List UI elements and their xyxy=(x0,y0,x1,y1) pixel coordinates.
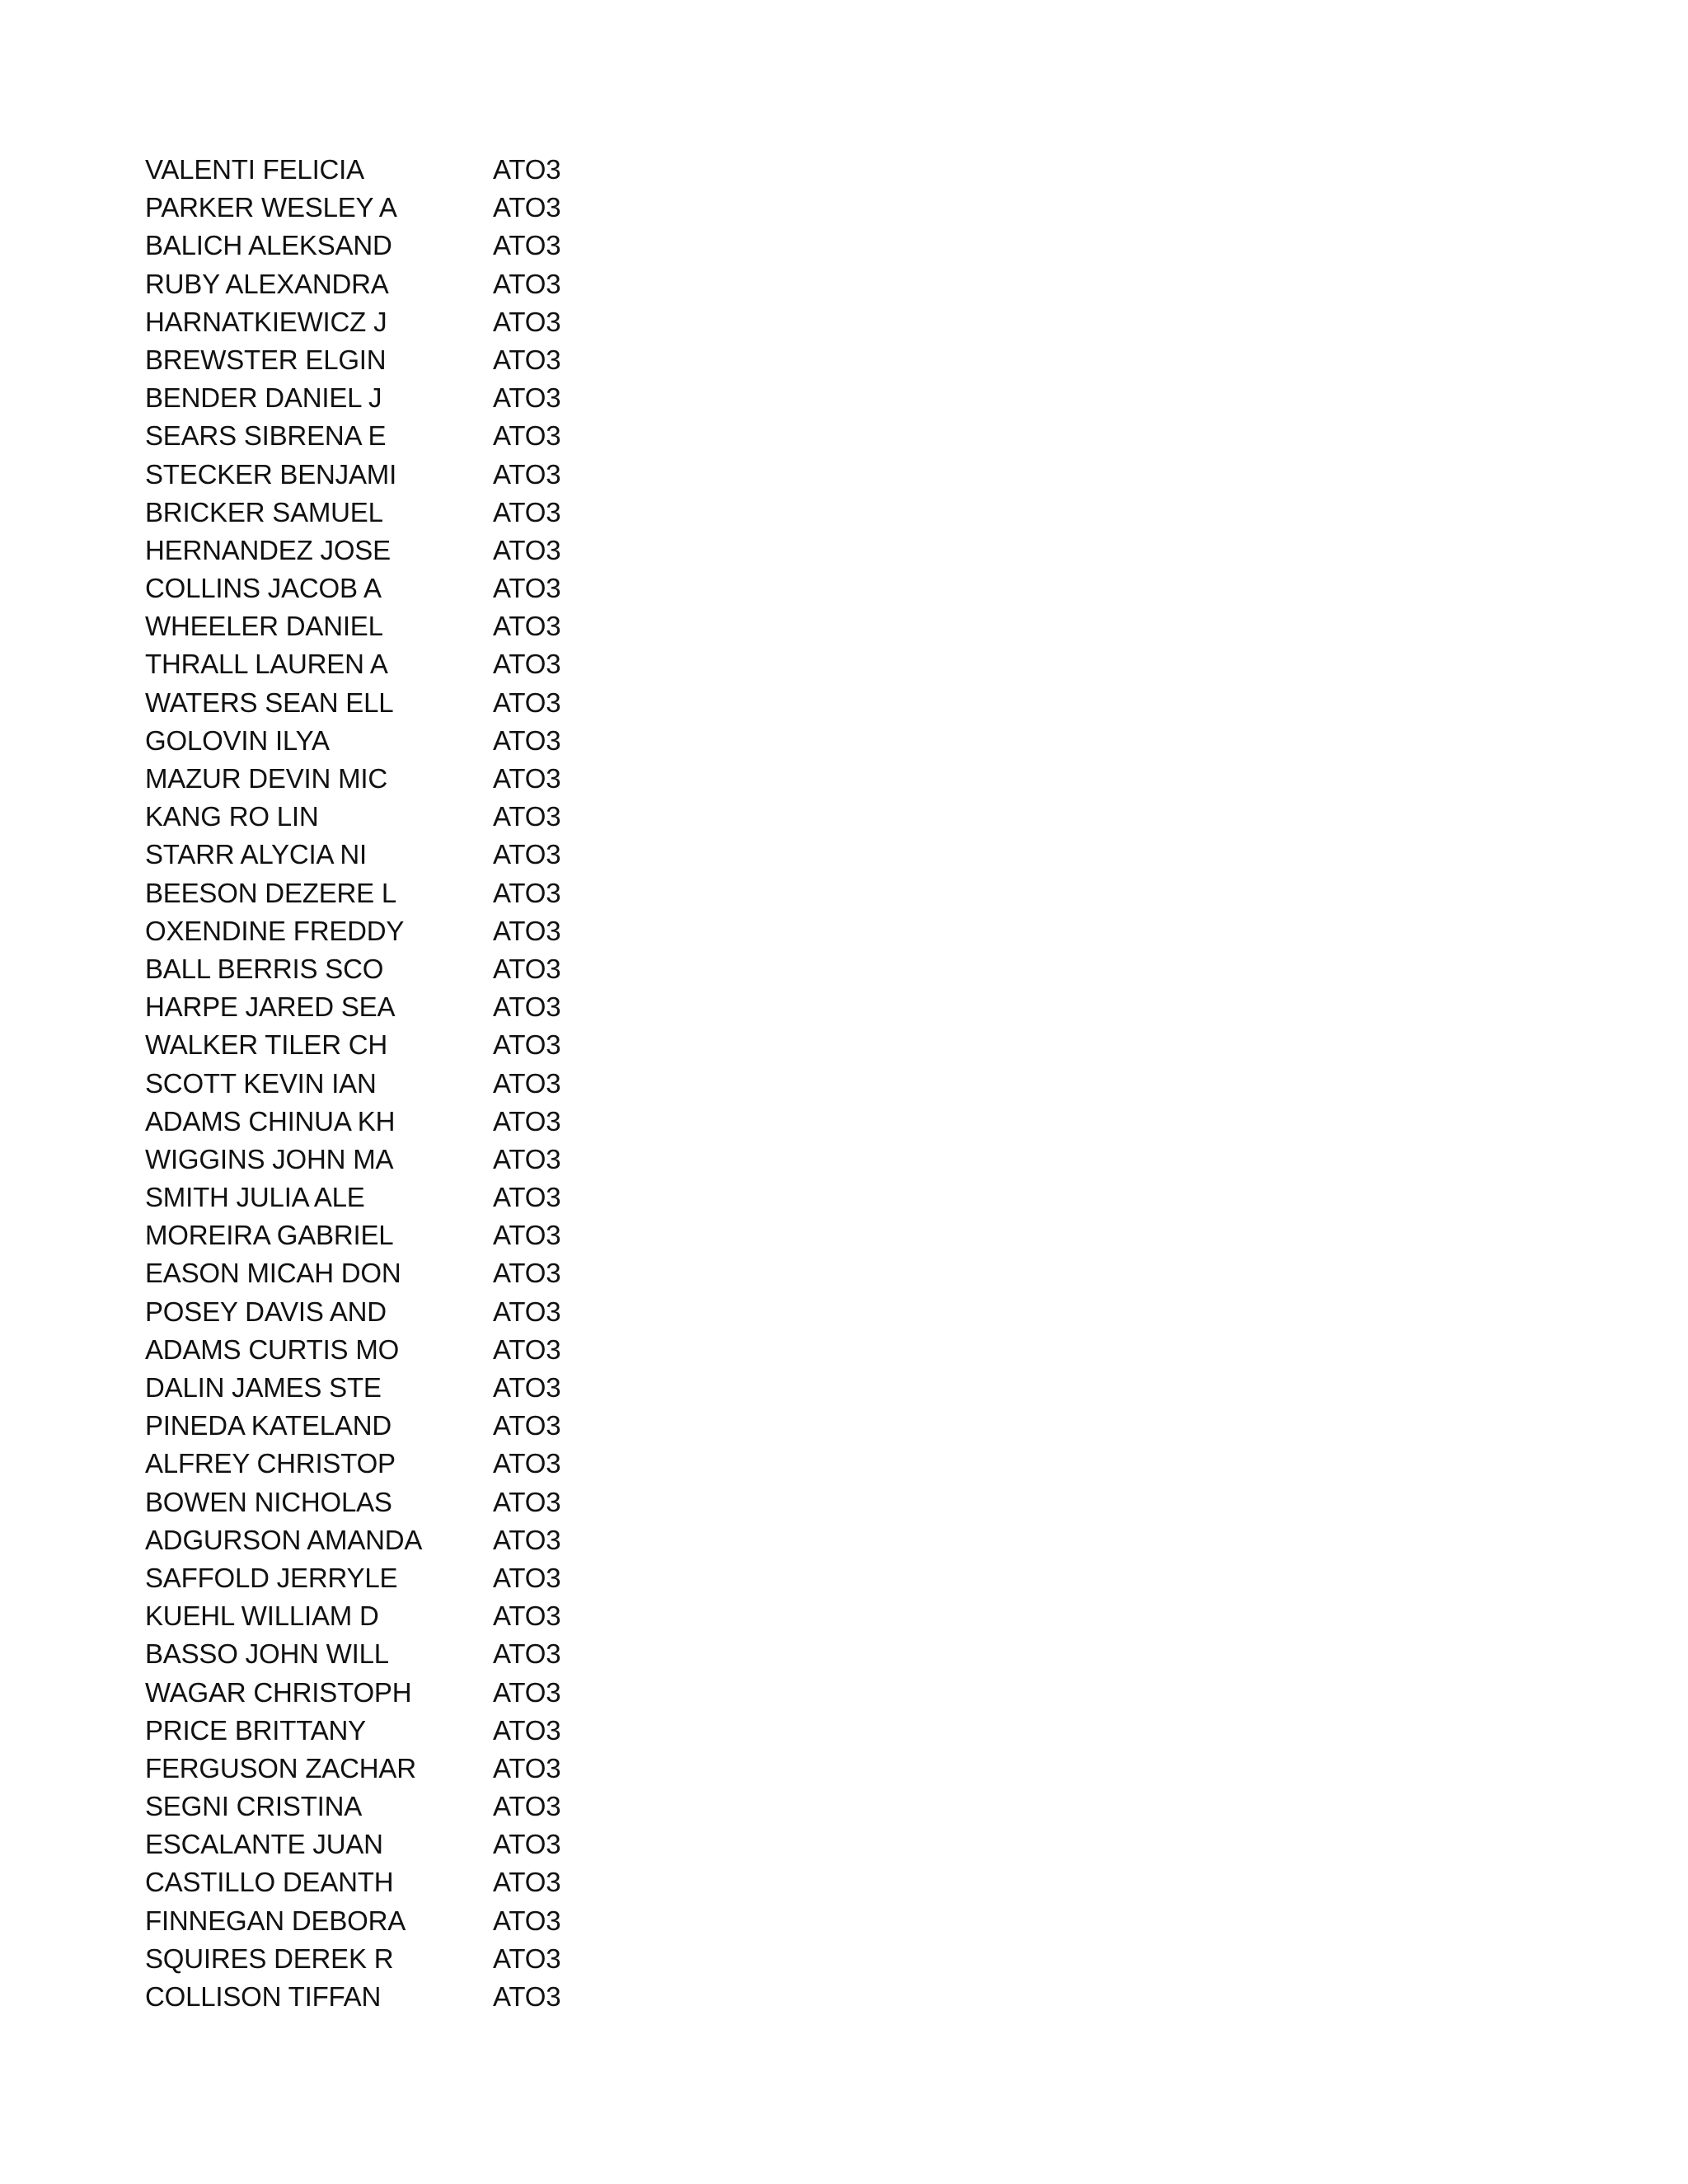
roster-row xyxy=(145,265,722,303)
member-rate: ATO3 xyxy=(493,1143,561,1174)
member-rate: ATO3 xyxy=(493,687,561,718)
roster-row xyxy=(145,1940,722,1978)
member-name: SEARS SIBRENA E xyxy=(145,420,387,452)
member-name: STECKER BENJAMI xyxy=(145,458,397,490)
roster-row xyxy=(145,988,722,1026)
member-rate: ATO3 xyxy=(493,1029,561,1061)
member-name: BREWSTER ELGIN xyxy=(145,344,387,375)
member-rate: ATO3 xyxy=(493,1486,561,1517)
member-rate: ATO3 xyxy=(493,382,561,414)
member-name: PARKER WESLEY A xyxy=(145,192,397,223)
member-name: MAZUR DEVIN MIC xyxy=(145,763,388,794)
member-rate: ATO3 xyxy=(493,344,561,375)
member-rate: ATO3 xyxy=(493,1182,561,1213)
member-name: WATERS SEAN ELL xyxy=(145,687,394,718)
roster-row xyxy=(145,227,722,265)
member-rate: ATO3 xyxy=(493,915,561,946)
roster-row xyxy=(145,645,722,683)
member-name: POSEY DAVIS AND xyxy=(145,1296,387,1327)
member-name: BOWEN NICHOLAS xyxy=(145,1486,392,1517)
member-rate: ATO3 xyxy=(493,192,561,223)
member-name: SQUIRES DEREK R xyxy=(145,1943,394,1974)
member-name: ADAMS CURTIS MO xyxy=(145,1333,400,1365)
member-name: KANG RO LIN xyxy=(145,801,319,832)
member-rate: ATO3 xyxy=(493,154,561,185)
member-name: PRICE BRITTANY xyxy=(145,1714,366,1746)
member-rate: ATO3 xyxy=(493,1905,561,1936)
member-rate: ATO3 xyxy=(493,1601,561,1632)
member-name: COLLISON TIFFAN xyxy=(145,1981,382,2012)
roster-row xyxy=(145,912,722,950)
roster-row xyxy=(145,1863,722,1901)
roster-row xyxy=(145,1407,722,1445)
member-name: GOLOVIN ILYA xyxy=(145,724,330,756)
roster-row xyxy=(145,1825,722,1863)
member-name: HARPE JARED SEA xyxy=(145,991,396,1023)
member-rate: ATO3 xyxy=(493,1562,561,1593)
member-rate: ATO3 xyxy=(493,724,561,756)
member-rate: ATO3 xyxy=(493,306,561,337)
roster-row xyxy=(145,379,722,417)
member-rate: ATO3 xyxy=(493,611,561,642)
member-rate: ATO3 xyxy=(493,1676,561,1708)
member-name: ADGURSON AMANDA xyxy=(145,1524,423,1555)
member-rate: ATO3 xyxy=(493,268,561,299)
roster-row xyxy=(145,1635,722,1673)
member-name: BALL BERRIS SCO xyxy=(145,953,384,984)
roster-row xyxy=(145,1712,722,1750)
roster-row xyxy=(145,836,722,874)
member-name: WAGAR CHRISTOPH xyxy=(145,1676,412,1708)
member-rate: ATO3 xyxy=(493,1258,561,1289)
member-name: CASTILLO DEANTH xyxy=(145,1867,394,1898)
member-name: FINNEGAN DEBORA xyxy=(145,1905,406,1936)
member-name: VALENTI FELICIA xyxy=(145,154,364,185)
member-rate: ATO3 xyxy=(493,1372,561,1403)
member-rate: ATO3 xyxy=(493,763,561,794)
member-name: BRICKER SAMUEL xyxy=(145,496,383,527)
member-name: WALKER TILER CH xyxy=(145,1029,388,1061)
member-rate: ATO3 xyxy=(493,1714,561,1746)
roster-row xyxy=(145,569,722,607)
roster-row xyxy=(145,722,722,760)
roster-row xyxy=(145,1674,722,1712)
member-rate: ATO3 xyxy=(493,1220,561,1251)
member-name: OXENDINE FREDDY xyxy=(145,915,405,946)
member-rate: ATO3 xyxy=(493,1410,561,1441)
roster-row xyxy=(145,874,722,912)
member-rate: ATO3 xyxy=(493,496,561,527)
member-rate: ATO3 xyxy=(493,1524,561,1555)
roster-row xyxy=(145,151,722,189)
member-name: SCOTT KEVIN IAN xyxy=(145,1067,377,1099)
member-rate: ATO3 xyxy=(493,230,561,261)
member-rate: ATO3 xyxy=(493,1791,561,1822)
roster-row xyxy=(145,341,722,379)
member-rate: ATO3 xyxy=(493,1333,561,1365)
member-name: PINEDA KATELAND xyxy=(145,1410,392,1441)
roster-row xyxy=(145,1331,722,1369)
member-name: SAFFOLD JERRYLE xyxy=(145,1562,398,1593)
roster-row xyxy=(145,760,722,798)
member-name: ADAMS CHINUA KH xyxy=(145,1105,396,1137)
roster-row xyxy=(145,1559,722,1597)
roster-row xyxy=(145,1445,722,1483)
member-rate: ATO3 xyxy=(493,534,561,565)
member-rate: ATO3 xyxy=(493,573,561,604)
member-rate: ATO3 xyxy=(493,1638,561,1670)
member-name: COLLINS JACOB A xyxy=(145,573,382,604)
roster-row xyxy=(145,1750,722,1788)
member-rate: ATO3 xyxy=(493,801,561,832)
member-name: RUBY ALEXANDRA xyxy=(145,268,389,299)
member-rate: ATO3 xyxy=(493,991,561,1023)
member-name: HERNANDEZ JOSE xyxy=(145,534,391,565)
member-name: ALFREY CHRISTOP xyxy=(145,1448,396,1479)
roster-row xyxy=(145,798,722,836)
member-name: BASSO JOHN WILL xyxy=(145,1638,389,1670)
member-rate: ATO3 xyxy=(493,420,561,452)
roster-row xyxy=(145,1103,722,1141)
member-name: HARNATKIEWICZ J xyxy=(145,306,387,337)
member-name: BEESON DEZERE L xyxy=(145,877,397,908)
roster-row xyxy=(145,1902,722,1940)
member-name: FERGUSON ZACHAR xyxy=(145,1752,416,1783)
member-rate: ATO3 xyxy=(493,877,561,908)
member-name: SMITH JULIA ALE xyxy=(145,1182,365,1213)
member-rate: ATO3 xyxy=(493,1829,561,1860)
roster-row xyxy=(145,684,722,722)
member-name: THRALL LAUREN A xyxy=(145,649,388,680)
member-name: WHEELER DANIEL xyxy=(145,611,383,642)
roster-row xyxy=(145,1483,722,1521)
member-name: WIGGINS JOHN MA xyxy=(145,1143,394,1174)
roster-row xyxy=(145,456,722,494)
member-name: SEGNI CRISTINA xyxy=(145,1791,363,1822)
roster-row xyxy=(145,1141,722,1179)
member-rate: ATO3 xyxy=(493,1067,561,1099)
member-rate: ATO3 xyxy=(493,1981,561,2012)
member-rate: ATO3 xyxy=(493,1448,561,1479)
member-name: BALICH ALEKSAND xyxy=(145,230,392,261)
roster-row xyxy=(145,494,722,532)
roster-row xyxy=(145,1369,722,1407)
member-rate: ATO3 xyxy=(493,1105,561,1137)
member-name: STARR ALYCIA NI xyxy=(145,839,368,870)
roster-row xyxy=(145,1026,722,1064)
member-name: BENDER DANIEL J xyxy=(145,382,382,414)
member-rate: ATO3 xyxy=(493,1752,561,1783)
member-rate: ATO3 xyxy=(493,1867,561,1898)
roster-row xyxy=(145,607,722,645)
roster-row xyxy=(145,1293,722,1331)
roster-row xyxy=(145,417,722,455)
roster-row xyxy=(145,1216,722,1254)
roster-row xyxy=(145,1597,722,1635)
roster-row xyxy=(145,1179,722,1216)
roster-row xyxy=(145,1254,722,1292)
roster-row xyxy=(145,1788,722,1825)
roster-table xyxy=(145,151,722,2016)
member-name: MOREIRA GABRIEL xyxy=(145,1220,394,1251)
member-name: ESCALANTE JUAN xyxy=(145,1829,383,1860)
member-name: KUEHL WILLIAM D xyxy=(145,1601,379,1632)
member-name: EASON MICAH DON xyxy=(145,1258,401,1289)
roster-row xyxy=(145,189,722,227)
member-name: DALIN JAMES STE xyxy=(145,1372,382,1403)
roster-row xyxy=(145,950,722,988)
member-rate: ATO3 xyxy=(493,1296,561,1327)
roster-row xyxy=(145,1978,722,2016)
member-rate: ATO3 xyxy=(493,1943,561,1974)
roster-row xyxy=(145,1521,722,1559)
member-rate: ATO3 xyxy=(493,953,561,984)
member-rate: ATO3 xyxy=(493,649,561,680)
roster-row xyxy=(145,1065,722,1103)
member-rate: ATO3 xyxy=(493,839,561,870)
roster-row xyxy=(145,532,722,569)
roster-row xyxy=(145,303,722,341)
member-rate: ATO3 xyxy=(493,458,561,490)
